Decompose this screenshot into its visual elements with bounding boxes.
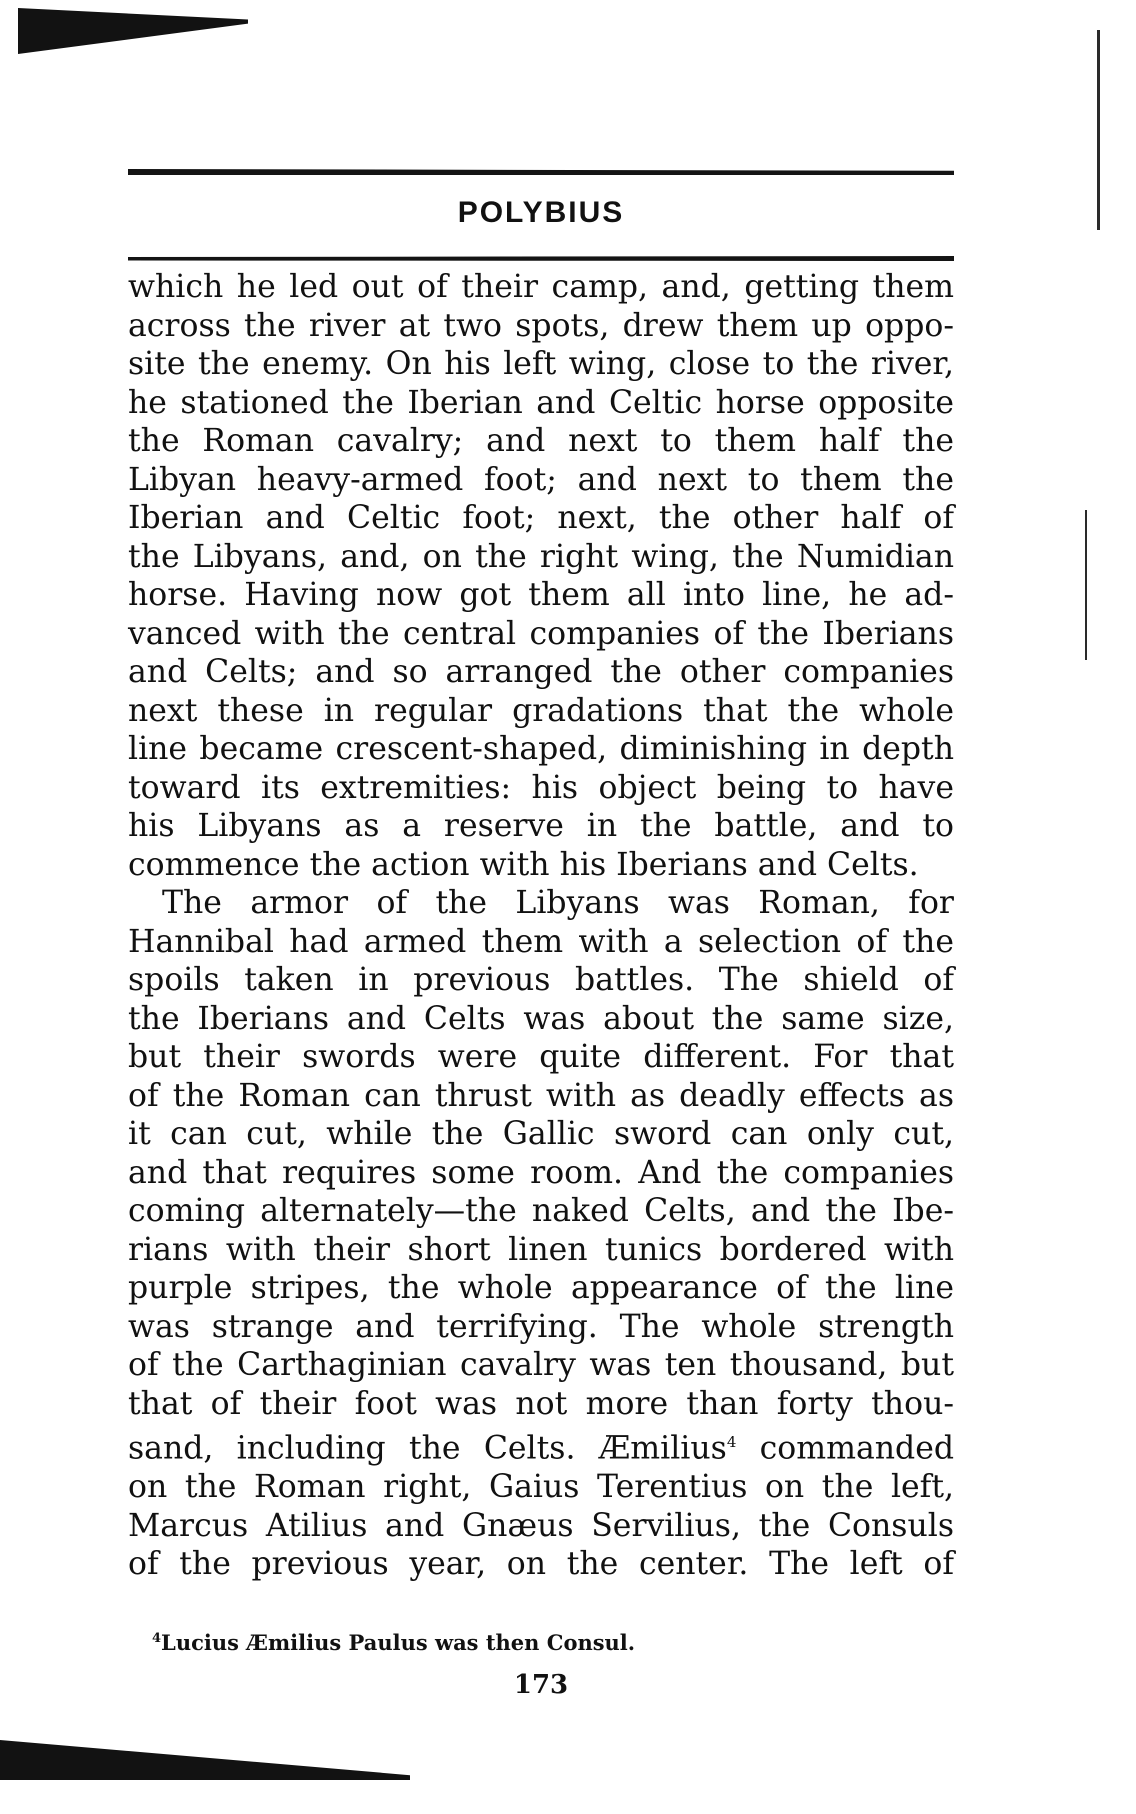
text-line: line became crescent-shaped, diminishing in depth	[128, 731, 954, 767]
footnote-marker: 4	[152, 1631, 162, 1646]
text-line: of the Roman can thrust with as deadly effects as	[128, 1077, 954, 1114]
text-line: of the previous year, on the center. The left of	[128, 1546, 954, 1582]
text-line: coming alternately—the naked Celts, and the Ibe-	[128, 1193, 954, 1229]
text-line: across the river at two spots, drew them up oppo-	[128, 307, 954, 344]
text-line: and that requires some room. And the companies	[128, 1154, 954, 1191]
text-line: rians with their short linen tunics bordered with	[128, 1231, 954, 1268]
text-line: Hannibal had armed them with a selection of the	[128, 923, 954, 960]
text-line: but their swords were quite different. For that	[128, 1039, 954, 1075]
text-line: which he led out of their camp, and, getting them	[128, 269, 954, 305]
scan-edge-mark	[18, 8, 248, 54]
text-line: site the enemy. On his left wing, close to the river,	[128, 346, 954, 382]
page-number: 173	[513, 1670, 569, 1700]
text-line: The armor of the Libyans was Roman, for	[162, 885, 954, 921]
text-line-with-footnote-ref	[128, 1423, 954, 1468]
text-line: was strange and terrifying. The whole strength	[128, 1308, 954, 1345]
text-line: on the Roman right, Gaius Terentius on the left,	[128, 1469, 954, 1505]
footnote-reference: 4	[726, 1433, 737, 1451]
text-line: the Roman cavalry; and next to them half the	[128, 423, 954, 459]
text-line: vanced with the central companies of the Iberians	[128, 615, 954, 652]
scan-edge-mark	[0, 1740, 410, 1780]
text-line-end: commanded	[759, 1430, 955, 1467]
text-line: the Iberians and Celts was about the same size,	[128, 1000, 954, 1037]
footnote-text: Lucius Æmilius Paulus was then Consul.	[161, 1630, 636, 1655]
text-line: spoils taken in previous battles. The shield of	[128, 962, 954, 998]
text-line: his Libyans as a reserve in the battle, and to	[128, 808, 954, 844]
running-head: POLYBIUS	[457, 196, 625, 229]
text-line: toward its extremities: his object being to have	[128, 769, 954, 806]
text-line: of the Carthaginian cavalry was ten thousand, but	[128, 1347, 954, 1383]
text-line-start: sand, including the Celts. Æmilius	[128, 1430, 727, 1467]
header-rule-top	[128, 169, 954, 175]
text-line: he stationed the Iberian and Celtic horse opposite	[128, 384, 954, 421]
footnote	[152, 1630, 635, 1655]
body-text	[128, 268, 954, 1584]
text-line: Marcus Atilius and Gnæus Servilius, the Consuls	[128, 1507, 954, 1544]
text-line: Libyan heavy-armed foot; and next to them the	[128, 461, 954, 498]
text-line: that of their foot was not more than forty thou-	[128, 1385, 954, 1422]
text-line: next these in regular gradations that the whole	[128, 692, 954, 729]
text-line: purple stripes, the whole appearance of the line	[128, 1270, 954, 1306]
text-line: the Libyans, and, on the right wing, the Numidian	[128, 538, 954, 575]
text-line: and Celts; and so arranged the other companies	[128, 654, 954, 690]
text-line: horse. Having now got them all into line, he ad-	[128, 577, 954, 613]
text-line: commence the action with his Iberians and Celts.	[128, 846, 919, 883]
text-line: it can cut, while the Gallic sword can only cut,	[128, 1116, 954, 1152]
header-rule-bottom	[128, 256, 954, 261]
text-line: Iberian and Celtic foot; next, the other half of	[128, 500, 954, 536]
scan-margin-line	[1085, 510, 1087, 660]
scan-margin-line	[1097, 30, 1100, 230]
